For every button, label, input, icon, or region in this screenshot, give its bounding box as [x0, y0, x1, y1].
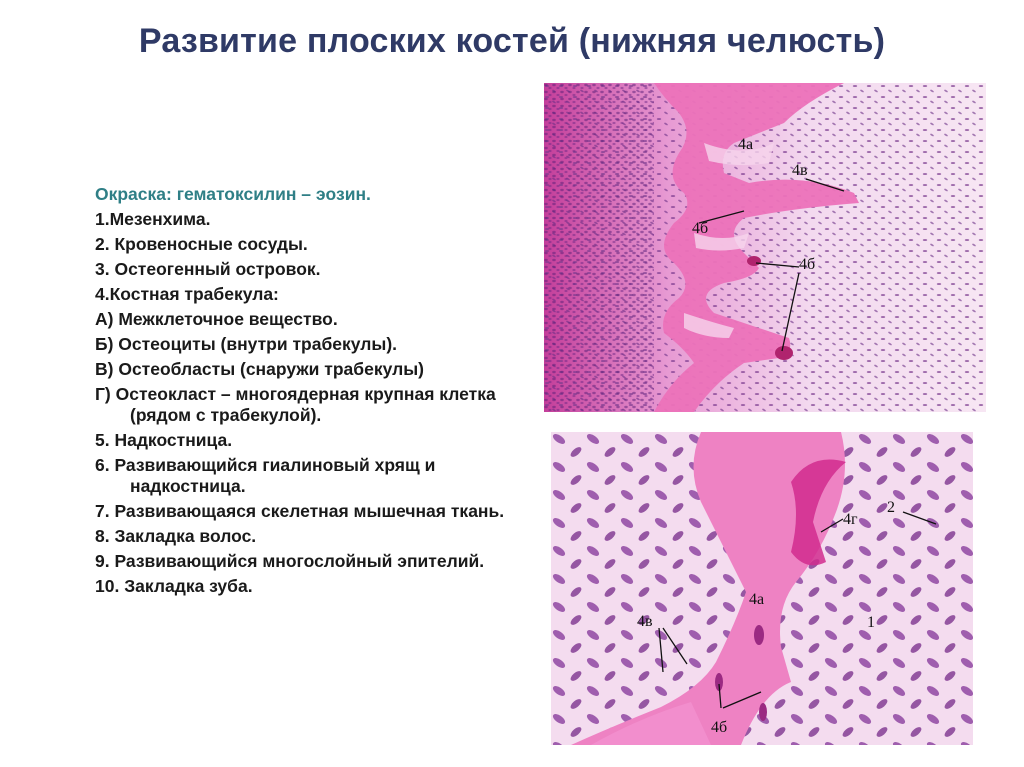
legend-text: [95, 184, 545, 601]
micrograph-high-magnification: [551, 432, 973, 745]
legend-item-4b: Б) Остеоциты (внутри трабекулы).: [95, 334, 398, 354]
legend-item-10: 10. Закладка зуба.: [95, 576, 253, 596]
label-4a-bottom: 4а: [749, 591, 765, 608]
label-4b-top-1: 4б: [692, 220, 709, 237]
legend-item-7: 7. Развивающаяся скелетная мышечная ткань.: [95, 501, 505, 521]
label-1-bottom: 1: [867, 614, 875, 631]
label-4v-top: 4в: [792, 162, 808, 179]
legend-item-6: 6. Развивающийся гиалиновый хрящ и надкостница.: [95, 455, 436, 496]
micrograph-bottom-svg: [551, 432, 973, 745]
label-4v-bottom: 4в: [637, 613, 653, 630]
legend-item-4g: Г) Остеокласт – многоядерная крупная клетка (рядом с трабекулой).: [95, 384, 496, 425]
legend-item-1: 1.Мезенхима.: [95, 209, 211, 229]
legend-item-5: 5. Надкостница.: [95, 430, 233, 450]
micrograph-top-svg: [544, 83, 986, 412]
legend-item-4v: В) Остеобласты (снаружи трабекулы): [95, 359, 424, 379]
micrograph-low-magnification: [544, 83, 986, 412]
slide-title: Развитие плоских костей (нижняя челюсть): [138, 22, 886, 60]
label-4b-top-2: 4б: [799, 256, 816, 273]
label-4b-bottom: 4б: [711, 719, 728, 736]
legend-item-3: 3. Остеогенный островок.: [95, 259, 321, 279]
label-4a-top: 4а: [738, 136, 754, 153]
legend-item-8: 8. Закладка волос.: [95, 526, 257, 546]
stain-note: Окраска: гематоксилин – эозин.: [95, 184, 371, 204]
legend-item-9: 9. Развивающийся многослойный эпителий.: [95, 551, 485, 571]
legend-item-2: 2. Кровеносные сосуды.: [95, 234, 308, 254]
legend-item-4a: А) Межклеточное вещество.: [95, 309, 338, 329]
label-2-bottom: 2: [887, 499, 895, 516]
legend-item-4: 4.Костная трабекула:: [95, 284, 279, 304]
label-4g-bottom: 4г: [843, 511, 858, 528]
